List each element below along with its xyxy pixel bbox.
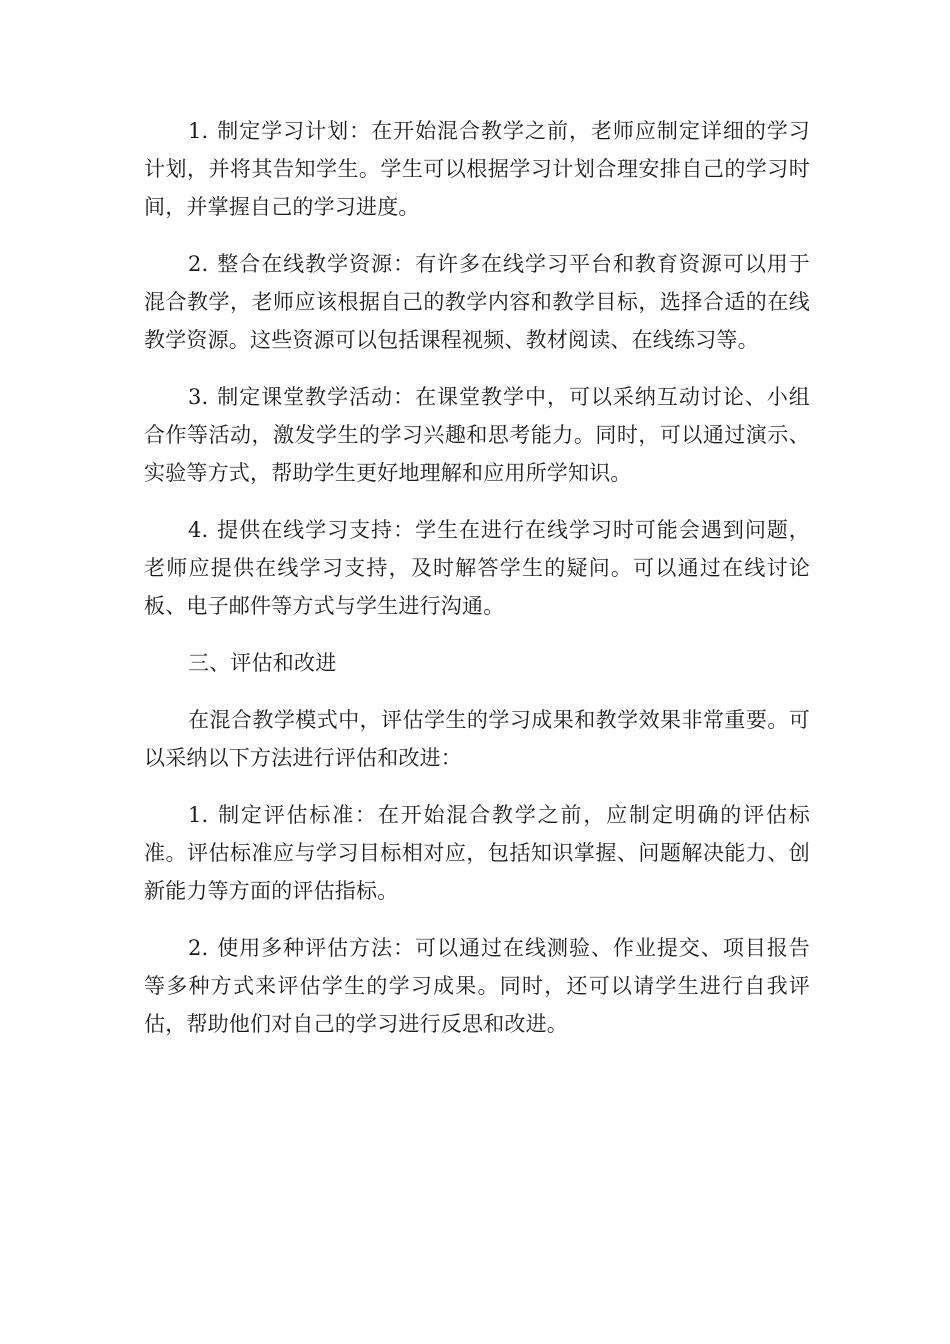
section-heading-text: 三、评估和改进 [188,651,337,675]
list-number: 1. [188,803,209,827]
paragraph-text: 在混合教学模式中，评估学生的学习成果和教学效果非常重要。可以采纳以下方法进行评估和改进： [144,708,810,770]
paragraph-text: 使用多种评估方法：可以通过在线测验、作业提交、项目报告等多种方式来评估学生的学习成果。同时，还可以请学生进行自我评估，帮助他们对自己的学习进行反思和改进。 [144,936,810,1036]
paragraph-text: 制定评估标准：在开始混合教学之前，应制定明确的评估标准。评估标准应与学习目标相对应，包括知识掌握、问题解决能力、创新能力等方面的评估指标。 [144,803,810,903]
paragraph-text: 整合在线教学资源：有许多在线学习平台和教育资源可以用于混合教学，老师应该根据自己的教学内容和教学目标，选择合适的在线教学资源。这些资源可以包括课程视频、教材阅读、在线练习等。 [144,252,810,352]
paragraph-step-4 [144,511,810,625]
list-number: 4. [188,518,209,542]
list-number: 2. [188,252,209,276]
paragraph-intro [144,701,810,777]
paragraph-text: 制定学习计划：在开始混合教学之前，老师应制定详细的学习计划，并将其告知学生。学生可以根据学习计划合理安排自己的学习时间，并掌握自己的学习进度。 [144,119,810,219]
paragraph-step-3 [144,378,810,492]
paragraph-text: 制定课堂教学活动：在课堂教学中，可以采纳互动讨论、小组合作等活动，激发学生的学习兴趣和思考能力。同时，可以通过演示、实验等方式，帮助学生更好地理解和应用所学知识。 [144,385,810,485]
list-number: 3. [188,385,209,409]
list-number: 1. [188,119,209,143]
paragraph-step-2 [144,245,810,359]
paragraph-eval-1 [144,796,810,910]
paragraph-text: 提供在线学习支持：学生在进行在线学习时可能会遇到问题，老师应提供在线学习支持，及时解答学生的疑问。可以通过在线讨论板、电子邮件等方式与学生进行沟通。 [144,518,810,618]
paragraph-eval-2 [144,929,810,1043]
paragraph-step-1 [144,112,810,226]
list-number: 2. [188,936,209,960]
document-body [144,112,810,1062]
section-heading [144,644,810,682]
